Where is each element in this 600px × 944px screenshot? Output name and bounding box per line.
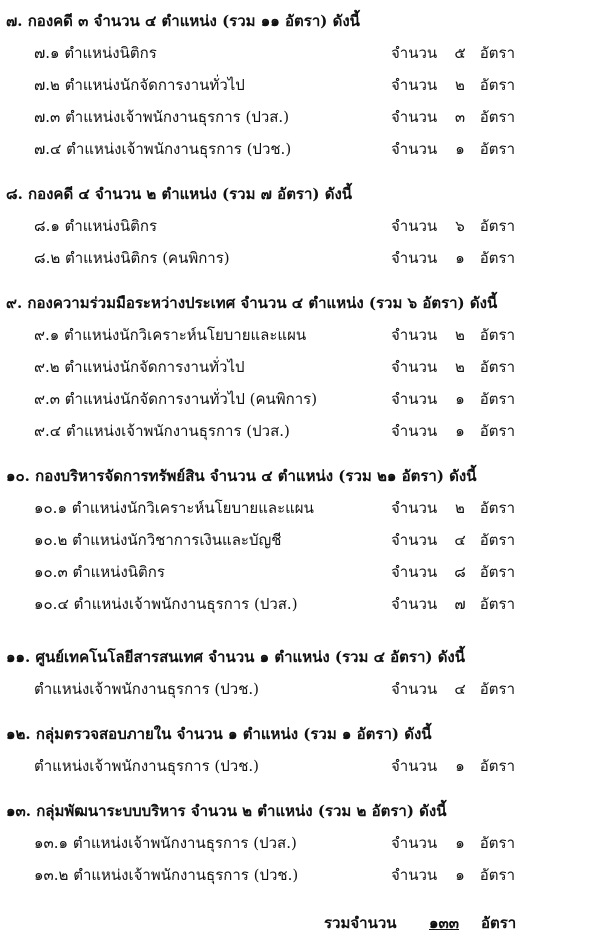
position-amount: [391, 493, 515, 523]
amount-word: จำนวน: [391, 563, 438, 581]
position-label: ตำแหน่งเจ้าพนักงานธุรการ (ปวช.): [34, 680, 259, 698]
section-heading-text: ๗. กองคดี ๓ จำนวน ๔ ตำแหน่ง (รวม ๑๑ อัตรา) ดังนี้: [6, 12, 360, 30]
position-label: ๑๐.๔ ตำแหน่งเจ้าพนักงานธุรการ (ปวส.): [34, 595, 298, 613]
amount-unit: อัตรา: [479, 680, 516, 698]
amount-unit: อัตรา: [479, 422, 516, 440]
amount-count: ๑: [455, 866, 465, 884]
section-heading: [0, 288, 600, 318]
amount-count: ๖: [455, 217, 465, 235]
amount-count: ๑: [455, 140, 465, 158]
position-label: ตำแหน่งเจ้าพนักงานธุรการ (ปวช.): [34, 757, 259, 775]
position-label: ๑๐.๑ ตำแหน่งนักวิเคราะห์นโยบายและแผน: [34, 499, 314, 517]
position-amount: [391, 751, 515, 781]
position-label: ๑๓.๑ ตำแหน่งเจ้าพนักงานธุรการ (ปวส.): [34, 834, 297, 852]
section-heading: [0, 719, 600, 749]
amount-unit: อัตรา: [479, 866, 516, 884]
position-amount: [391, 70, 515, 100]
amount-word: จำนวน: [391, 531, 438, 549]
amount-word: จำนวน: [391, 44, 438, 62]
amount-word: จำนวน: [391, 76, 438, 94]
amount-count: ๑: [455, 834, 465, 852]
position-label: ๑๓.๒ ตำแหน่งเจ้าพนักงานธุรการ (ปวช.): [34, 866, 299, 884]
position-row: [0, 243, 600, 273]
amount-count: ๑: [455, 390, 465, 408]
position-label: ๘.๑ ตำแหน่งนิติกร: [34, 217, 158, 235]
amount-unit: อัตรา: [479, 44, 516, 62]
position-label: ๙.๒ ตำแหน่งนักจัดการงานทั่วไป: [34, 358, 245, 376]
position-row: [0, 211, 600, 241]
amount-unit: อัตรา: [479, 531, 516, 549]
position-label: ๑๐.๓ ตำแหน่งนิติกร: [34, 563, 165, 581]
position-row: [0, 525, 600, 555]
position-row: [0, 384, 600, 414]
amount-unit: อัตรา: [479, 499, 516, 517]
section-heading-text: ๑๐. กองบริหารจัดการทรัพย์สิน จำนวน ๔ ตำแหน่ง (รวม ๒๑ อัตรา) ดังนี้: [6, 467, 477, 485]
amount-count: ๒: [455, 326, 465, 344]
amount-unit: อัตรา: [479, 76, 516, 94]
amount-count: ๒: [455, 76, 465, 94]
position-label: ๗.๔ ตำแหน่งเจ้าพนักงานธุรการ (ปวช.): [34, 140, 292, 158]
amount-word: จำนวน: [391, 108, 438, 126]
total-count: ๑๓๓: [429, 914, 460, 932]
amount-count: ๕: [454, 44, 466, 62]
position-amount: [391, 828, 515, 858]
amount-word: จำนวน: [391, 595, 438, 613]
section-heading-text: ๑๒. กลุ่มตรวจสอบภายใน จำนวน ๑ ตำแหน่ง (รวม ๑ อัตรา) ดังนี้: [6, 725, 432, 743]
position-row: [0, 828, 600, 858]
position-row: [0, 320, 600, 350]
position-label: ๗.๑ ตำแหน่งนิติกร: [34, 44, 157, 62]
amount-word: จำนวน: [391, 217, 438, 235]
position-amount: [391, 525, 515, 555]
position-label: ๘.๒ ตำแหน่งนิติกร (คนพิการ): [34, 249, 230, 267]
position-row: [0, 557, 600, 587]
position-amount: [391, 102, 515, 132]
amount-unit: อัตรา: [479, 326, 516, 344]
position-amount: [391, 416, 515, 446]
position-row: [0, 38, 600, 68]
position-label: ๑๐.๒ ตำแหน่งนักวิชาการเงินและบัญชี: [34, 531, 282, 549]
amount-word: จำนวน: [391, 326, 438, 344]
amount-unit: อัตรา: [479, 140, 516, 158]
position-label: ๙.๑ ตำแหน่งนักวิเคราะห์นโยบายและแผน: [34, 326, 307, 344]
amount-count: ๑: [455, 422, 465, 440]
section-heading: [0, 642, 600, 672]
amount-unit: อัตรา: [479, 563, 516, 581]
position-row: [0, 493, 600, 523]
position-amount: [391, 557, 515, 587]
position-amount: [391, 352, 515, 382]
amount-word: จำนวน: [391, 680, 438, 698]
amount-word: จำนวน: [391, 422, 438, 440]
position-amount: [391, 134, 515, 164]
position-row: [0, 134, 600, 164]
amount-count: ๓: [454, 108, 466, 126]
amount-unit: อัตรา: [479, 834, 516, 852]
amount-word: จำนวน: [391, 140, 438, 158]
position-row: [0, 674, 600, 704]
amount-count: ๑: [455, 757, 465, 775]
amount-unit: อัตรา: [479, 757, 516, 775]
position-amount: [391, 211, 515, 241]
position-row: [0, 70, 600, 100]
amount-word: จำนวน: [391, 866, 438, 884]
position-label: ๙.๓ ตำแหน่งนักจัดการงานทั่วไป (คนพิการ): [34, 390, 318, 408]
position-amount: [391, 674, 515, 704]
amount-word: จำนวน: [391, 499, 438, 517]
amount-count: ๘: [454, 563, 466, 581]
position-row: [0, 751, 600, 781]
position-row: [0, 416, 600, 446]
amount-word: จำนวน: [391, 390, 438, 408]
position-label: ๗.๓ ตำแหน่งเจ้าพนักงานธุรการ (ปวส.): [34, 108, 290, 126]
amount-unit: อัตรา: [479, 358, 516, 376]
amount-count: ๒: [455, 499, 465, 517]
amount-unit: อัตรา: [479, 108, 516, 126]
section-heading-text: ๘. กองคดี ๔ จำนวน ๒ ตำแหน่ง (รวม ๗ อัตรา) ดังนี้: [6, 185, 353, 203]
position-row: [0, 589, 600, 619]
amount-word: จำนวน: [391, 757, 438, 775]
position-amount: [391, 860, 515, 890]
total-label: รวมจำนวน: [324, 914, 397, 932]
amount-word: จำนวน: [391, 249, 438, 267]
position-amount: [391, 38, 515, 68]
amount-count: ๑: [455, 249, 465, 267]
section-heading: [0, 179, 600, 209]
amount-word: จำนวน: [391, 358, 438, 376]
position-amount: [391, 320, 515, 350]
position-row: [0, 102, 600, 132]
amount-unit: อัตรา: [479, 595, 516, 613]
position-label: ๗.๒ ตำแหน่งนักจัดการงานทั่วไป: [34, 76, 245, 94]
grand-total: [0, 908, 600, 938]
position-label: ๙.๔ ตำแหน่งเจ้าพนักงานธุรการ (ปวส.): [34, 422, 290, 440]
section-heading: [0, 796, 600, 826]
amount-unit: อัตรา: [479, 249, 516, 267]
section-heading-text: ๙. กองความร่วมมือระหว่างประเทศ จำนวน ๔ ตำแหน่ง (รวม ๖ อัตรา) ดังนี้: [6, 294, 498, 312]
position-amount: [391, 589, 515, 619]
position-row: [0, 352, 600, 382]
amount-count: ๒: [455, 358, 465, 376]
total-unit: อัตรา: [481, 914, 517, 932]
amount-unit: อัตรา: [479, 217, 516, 235]
amount-word: จำนวน: [391, 834, 438, 852]
amount-count: ๔: [454, 531, 466, 549]
amount-unit: อัตรา: [479, 390, 516, 408]
section-heading: [0, 6, 600, 36]
section-heading: [0, 461, 600, 491]
position-row: [0, 860, 600, 890]
section-heading-text: ๑๓. กลุ่มพัฒนาระบบบริหาร จำนวน ๒ ตำแหน่ง (รวม ๒ อัตรา) ดังนี้: [6, 802, 447, 820]
position-amount: [391, 384, 515, 414]
amount-count: ๔: [454, 680, 466, 698]
amount-count: ๗: [454, 595, 466, 613]
position-amount: [391, 243, 515, 273]
section-heading-text: ๑๑. ศูนย์เทคโนโลยีสารสนเทศ จำนวน ๑ ตำแหน่ง (รวม ๔ อัตรา) ดังนี้: [6, 648, 466, 666]
